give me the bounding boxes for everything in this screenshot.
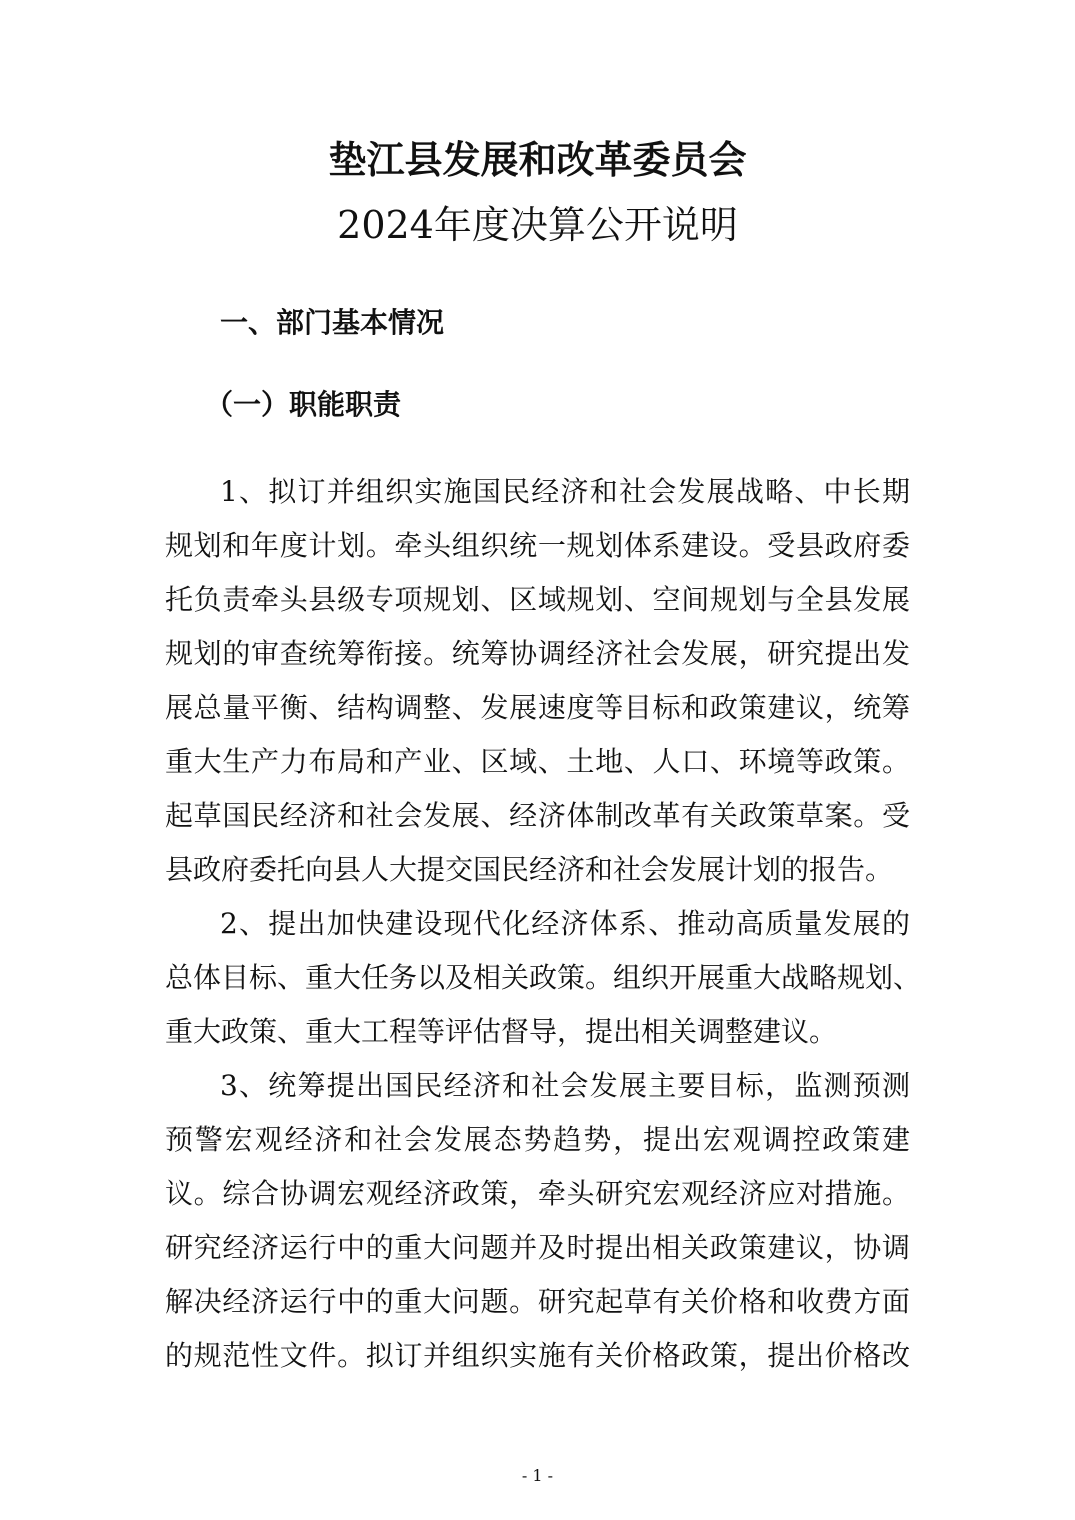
paragraph-line: 起草国民经济和社会发展、经济体制改革有关政策草案。受 xyxy=(165,799,910,832)
subsection-heading: （一）职能职责 xyxy=(205,388,402,421)
paragraph-line: 解决经济运行中的重大问题。研究起草有关价格和收费方面 xyxy=(165,1285,910,1318)
paragraph-line: 县政府委托向县人大提交国民经济和社会发展计划的报告。 xyxy=(165,853,894,886)
paragraph-line: 规划的审查统筹衔接。统筹协调经济社会发展，研究提出发 xyxy=(165,637,910,670)
paragraph-line: 1、拟订并组织实施国民经济和社会发展战略、中长期 xyxy=(220,475,910,508)
paragraph-line: 重大政策、重大工程等评估督导，提出相关调整建议。 xyxy=(165,1015,838,1048)
paragraph-line: 的规范性文件。拟订并组织实施有关价格政策，提出价格改 xyxy=(165,1339,910,1372)
document-title-line1: 垫江县发展和改革委员会 xyxy=(328,137,747,182)
document-title-line2: 2024年度决算公开说明 xyxy=(337,203,738,247)
paragraph-line: 研究经济运行中的重大问题并及时提出相关政策建议，协调 xyxy=(165,1231,910,1264)
paragraph-line: 预警宏观经济和社会发展态势趋势，提出宏观调控政策建 xyxy=(165,1123,910,1156)
paragraph-line: 规划和年度计划。牵头组织统一规划体系建设。受县政府委 xyxy=(165,529,910,562)
paragraph-line: 议。综合协调宏观经济政策，牵头研究宏观经济应对措施。 xyxy=(165,1177,910,1210)
paragraph-line: 重大生产力布局和产业、区域、土地、人口、环境等政策。 xyxy=(165,745,910,778)
paragraph-line: 3、统筹提出国民经济和社会发展主要目标，监测预测 xyxy=(220,1069,910,1102)
paragraph-line: 2、提出加快建设现代化经济体系、推动高质量发展的 xyxy=(220,907,910,940)
paragraph-line: 展总量平衡、结构调整、发展速度等目标和政策建议，统筹 xyxy=(165,691,910,724)
paragraph-line: 托负责牵头县级专项规划、区域规划、空间规划与全县发展 xyxy=(165,583,910,616)
page-number: - 1 - xyxy=(521,1466,554,1485)
paragraph-line: 总体目标、重大任务以及相关政策。组织开展重大战略规划、 xyxy=(165,961,922,994)
section-heading: 一、部门基本情况 xyxy=(220,306,445,339)
